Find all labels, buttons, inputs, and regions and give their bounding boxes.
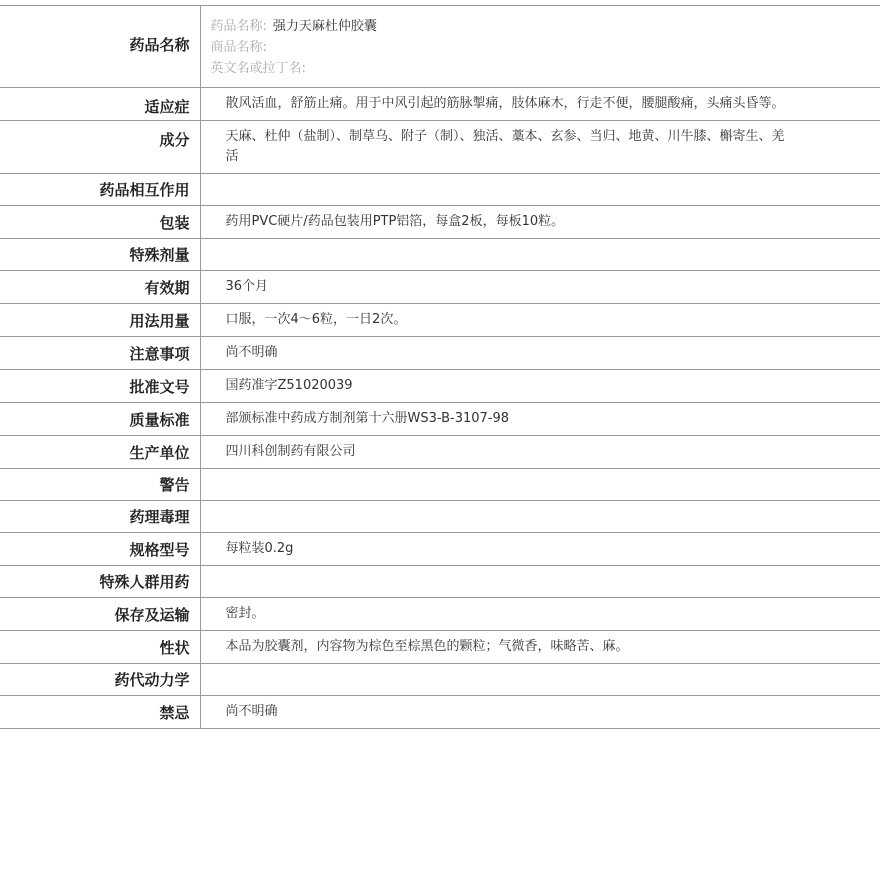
precautions-row <box>0 337 880 370</box>
pharmacokinetics-header: 药代动力学 <box>0 664 200 696</box>
generic-name-label: 药品名称: <box>210 19 267 34</box>
pharmacology-header: 药理毒理 <box>0 501 200 533</box>
special-dosage-header: 特殊剂量 <box>0 239 200 271</box>
description-row <box>0 631 880 664</box>
pharmacology-row <box>0 501 880 533</box>
special-population-header: 特殊人群用药 <box>0 566 200 598</box>
generic-name-line <box>211 16 880 37</box>
special-dosage-value <box>200 239 880 271</box>
storage-header: 保存及运输 <box>0 598 200 631</box>
quality-standard-header: 质量标准 <box>0 403 200 436</box>
ingredients-row <box>0 121 880 174</box>
english-name-line <box>211 58 880 79</box>
trade-name-line <box>211 37 880 58</box>
drug-name-cell <box>200 6 880 88</box>
pharmacokinetics-row <box>0 664 880 696</box>
specification-value: 每粒装0.2g <box>225 541 294 556</box>
dosage-row <box>0 304 880 337</box>
warning-row <box>0 469 880 501</box>
indication-header: 适应症 <box>0 88 200 121</box>
pharmacology-value <box>200 501 880 533</box>
interactions-row <box>0 174 880 206</box>
ingredients-value: 天麻、杜仲（盐制）、制草乌、附子（制）、独活、藁本、玄参、当归、地黄、川牛膝、槲寄生、羌活 <box>225 129 785 164</box>
manufacturer-header: 生产单位 <box>0 436 200 469</box>
trade-name-label: 商品名称: <box>210 40 267 55</box>
interactions-value <box>200 174 880 206</box>
dosage-value: 口服，一次4～6粒，一日2次。 <box>225 312 407 327</box>
manufacturer-row <box>0 436 880 469</box>
shelf-life-header: 有效期 <box>0 271 200 304</box>
precautions-header: 注意事项 <box>0 337 200 370</box>
approval-number-row <box>0 370 880 403</box>
precautions-value: 尚不明确 <box>225 345 278 360</box>
pharmacokinetics-value <box>200 664 880 696</box>
indication-row <box>0 88 880 121</box>
english-name-label: 英文名或拉丁名: <box>210 61 306 76</box>
packaging-header: 包装 <box>0 206 200 239</box>
packaging-row <box>0 206 880 239</box>
contraindications-value: 尚不明确 <box>225 704 278 719</box>
shelf-life-value: 36个月 <box>225 279 269 294</box>
special-dosage-row <box>0 239 880 271</box>
packaging-value: 药用PVC硬片/药品包装用PTP铝箔，每盒2板，每板10粒。 <box>225 214 565 229</box>
description-header: 性状 <box>0 631 200 664</box>
indication-value: 散风活血，舒筋止痛。用于中风引起的筋脉掣痛，肢体麻木，行走不便，腰腿酸痛，头痛头昏等。 <box>225 96 785 111</box>
warning-value <box>200 469 880 501</box>
drug-info-table <box>0 5 880 729</box>
generic-name-value: 强力天麻杜仲胶囊 <box>272 19 377 34</box>
specification-header: 规格型号 <box>0 533 200 566</box>
storage-row <box>0 598 880 631</box>
drug-name-row <box>0 6 880 88</box>
dosage-header: 用法用量 <box>0 304 200 337</box>
storage-value: 密封。 <box>225 606 265 621</box>
warning-header: 警告 <box>0 469 200 501</box>
specification-row <box>0 533 880 566</box>
quality-standard-value: 部颁标准中药成方制剂第十六册WS3-B-3107-98 <box>225 411 510 426</box>
quality-standard-row <box>0 403 880 436</box>
special-population-row <box>0 566 880 598</box>
manufacturer-value: 四川科创制药有限公司 <box>225 444 356 459</box>
drug-name-header: 药品名称 <box>0 6 200 88</box>
ingredients-header: 成分 <box>0 121 200 174</box>
contraindications-header: 禁忌 <box>0 696 200 729</box>
shelf-life-row <box>0 271 880 304</box>
approval-number-value: 国药准字Z51020039 <box>225 378 353 393</box>
approval-number-header: 批准文号 <box>0 370 200 403</box>
contraindications-row <box>0 696 880 729</box>
special-population-value <box>200 566 880 598</box>
description-value: 本品为胶囊剂，内容物为棕色至棕黑色的颗粒；气微香，味略苦、麻。 <box>225 639 629 654</box>
interactions-header: 药品相互作用 <box>0 174 200 206</box>
